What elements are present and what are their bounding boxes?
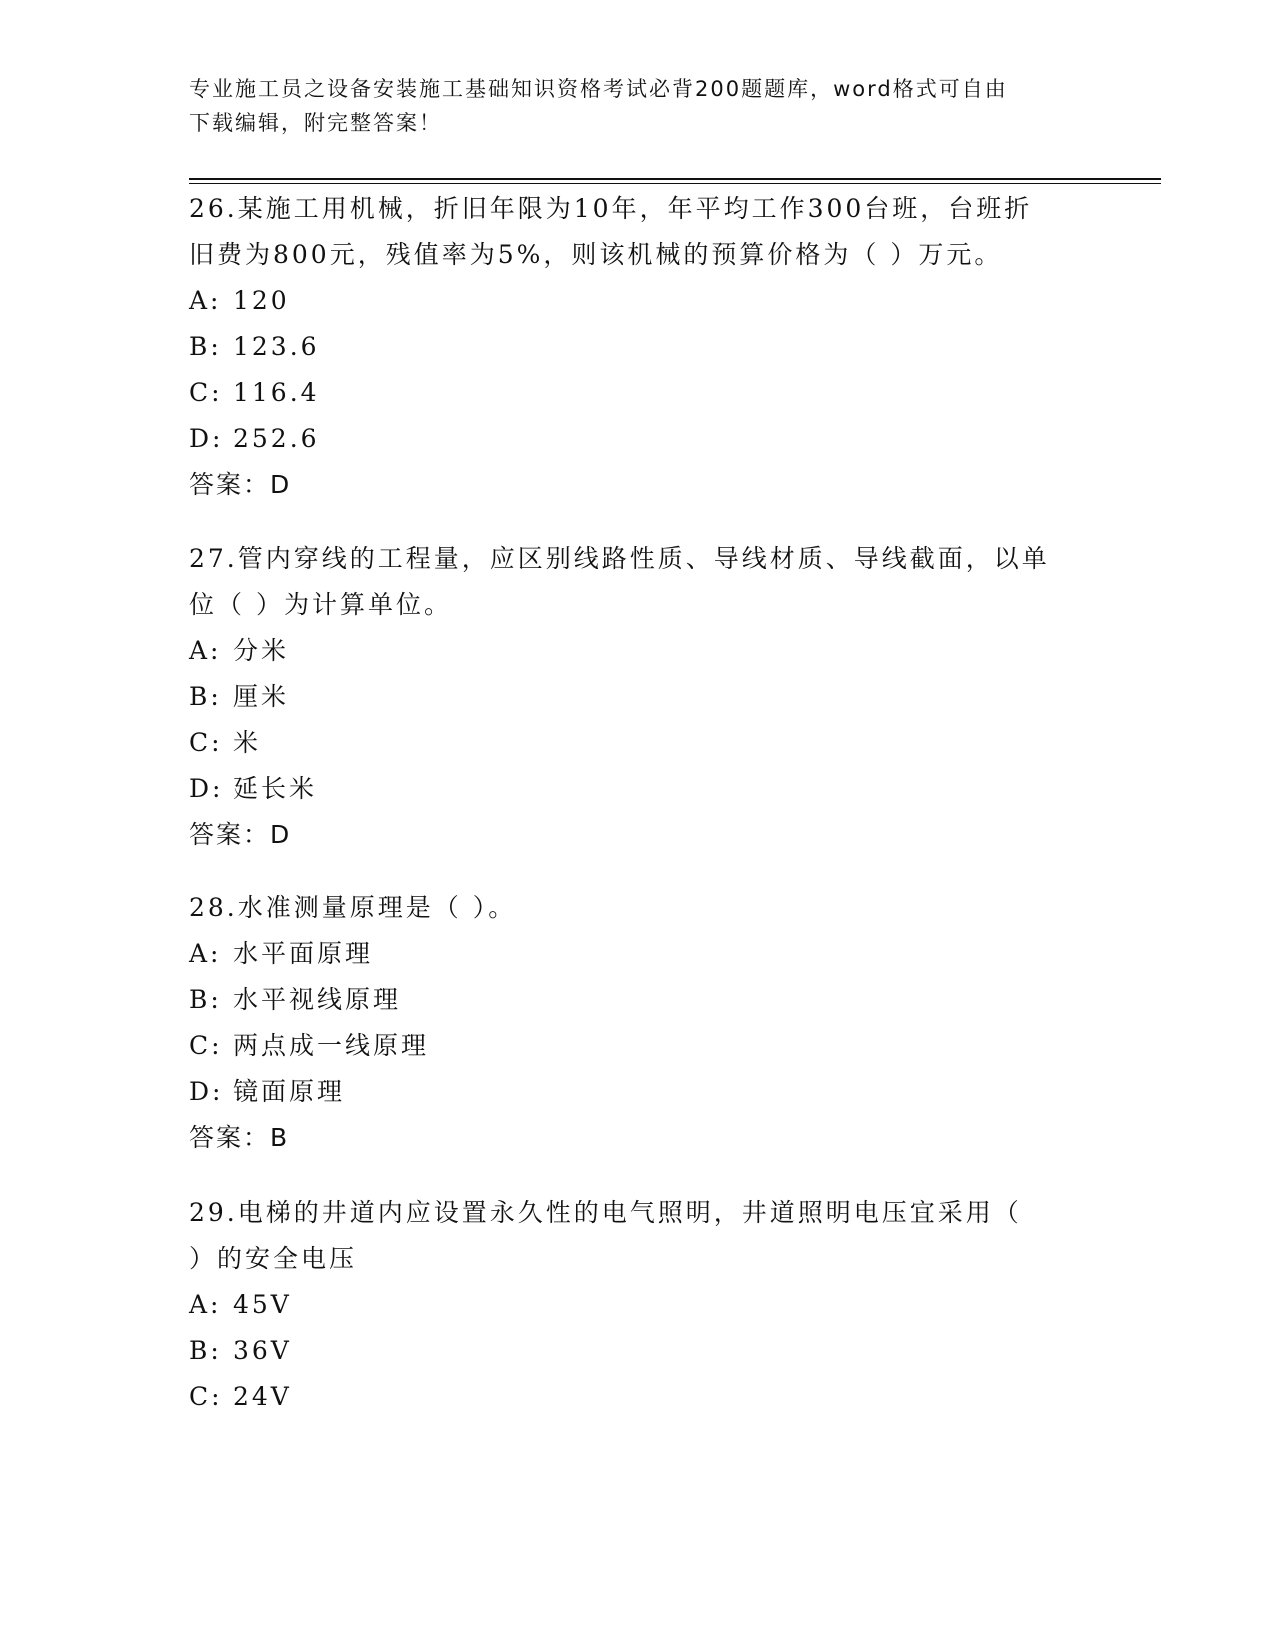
option-text: 镜面原理	[233, 1077, 346, 1106]
answer-line: 答案：D	[189, 470, 292, 499]
option-text: 116.4	[233, 378, 320, 407]
option-a	[189, 1282, 1089, 1328]
option-d	[189, 416, 1089, 462]
option-letter: A:	[189, 636, 222, 665]
option-text: 24V	[233, 1382, 292, 1411]
question-27	[189, 536, 1089, 858]
option-letter: D:	[189, 1077, 224, 1106]
option-text: 水平面原理	[233, 939, 374, 968]
question-stem-line: ）的安全电压	[189, 1244, 358, 1273]
option-a	[189, 931, 1089, 977]
option-c	[189, 1023, 1089, 1069]
option-a	[189, 628, 1089, 674]
answer-line: 答案：D	[189, 820, 292, 849]
document-header	[189, 72, 1089, 140]
option-text: 36V	[233, 1336, 292, 1365]
option-b	[189, 977, 1089, 1023]
option-letter: A:	[189, 286, 222, 315]
option-c	[189, 1374, 1089, 1420]
option-b	[189, 1328, 1089, 1374]
option-letter: A:	[189, 939, 222, 968]
question-28	[189, 885, 1089, 1161]
option-letter: B:	[189, 985, 222, 1014]
option-text: 120	[233, 286, 290, 315]
question-stem-line: 26.某施工用机械，折旧年限为10年，年平均工作300台班，台班折	[189, 194, 1033, 223]
header-divider-thick	[189, 178, 1161, 180]
question-stem-line: 27.管内穿线的工程量，应区别线路性质、导线材质、导线截面，以单	[189, 544, 1050, 573]
option-letter: A:	[189, 1290, 222, 1319]
option-letter: B:	[189, 682, 222, 711]
option-c	[189, 370, 1089, 416]
option-text: 45V	[233, 1290, 292, 1319]
question-stem-line: 29.电梯的井道内应设置永久性的电气照明，井道照明电压宜采用（	[189, 1198, 1022, 1227]
option-d	[189, 766, 1089, 812]
answer-line: 答案：B	[189, 1123, 290, 1152]
option-letter: C:	[189, 728, 223, 757]
question-stem-line: 28.水准测量原理是（ ）。	[189, 893, 517, 922]
option-text: 水平视线原理	[233, 985, 402, 1014]
option-d	[189, 1069, 1089, 1115]
option-b	[189, 324, 1089, 370]
question-stem-line: 旧费为800元，残值率为5%，则该机械的预算价格为（ ）万元。	[189, 240, 1003, 269]
option-letter: B:	[189, 332, 222, 361]
option-c	[189, 720, 1089, 766]
option-letter: C:	[189, 1031, 223, 1060]
option-text: 分米	[233, 636, 290, 665]
option-letter: D:	[189, 424, 224, 453]
option-b	[189, 674, 1089, 720]
option-letter: C:	[189, 378, 223, 407]
option-text: 厘米	[233, 682, 290, 711]
header-line-1: 专业施工员之设备安装施工基础知识资格考试必背200题题库，word格式可自由	[189, 77, 1008, 101]
option-letter: B:	[189, 1336, 222, 1365]
option-text: 123.6	[233, 332, 320, 361]
header-line-2: 下载编辑，附完整答案！	[189, 111, 442, 135]
option-letter: D:	[189, 774, 224, 803]
question-26	[189, 186, 1089, 508]
option-text: 米	[233, 728, 262, 757]
option-text: 252.6	[233, 424, 320, 453]
option-text: 两点成一线原理	[233, 1031, 430, 1060]
header-divider-thin	[189, 183, 1161, 184]
question-29	[189, 1190, 1089, 1420]
option-letter: C:	[189, 1382, 223, 1411]
option-text: 延长米	[233, 774, 318, 803]
option-a	[189, 278, 1089, 324]
question-stem-line: 位（ ）为计算单位。	[189, 590, 452, 619]
